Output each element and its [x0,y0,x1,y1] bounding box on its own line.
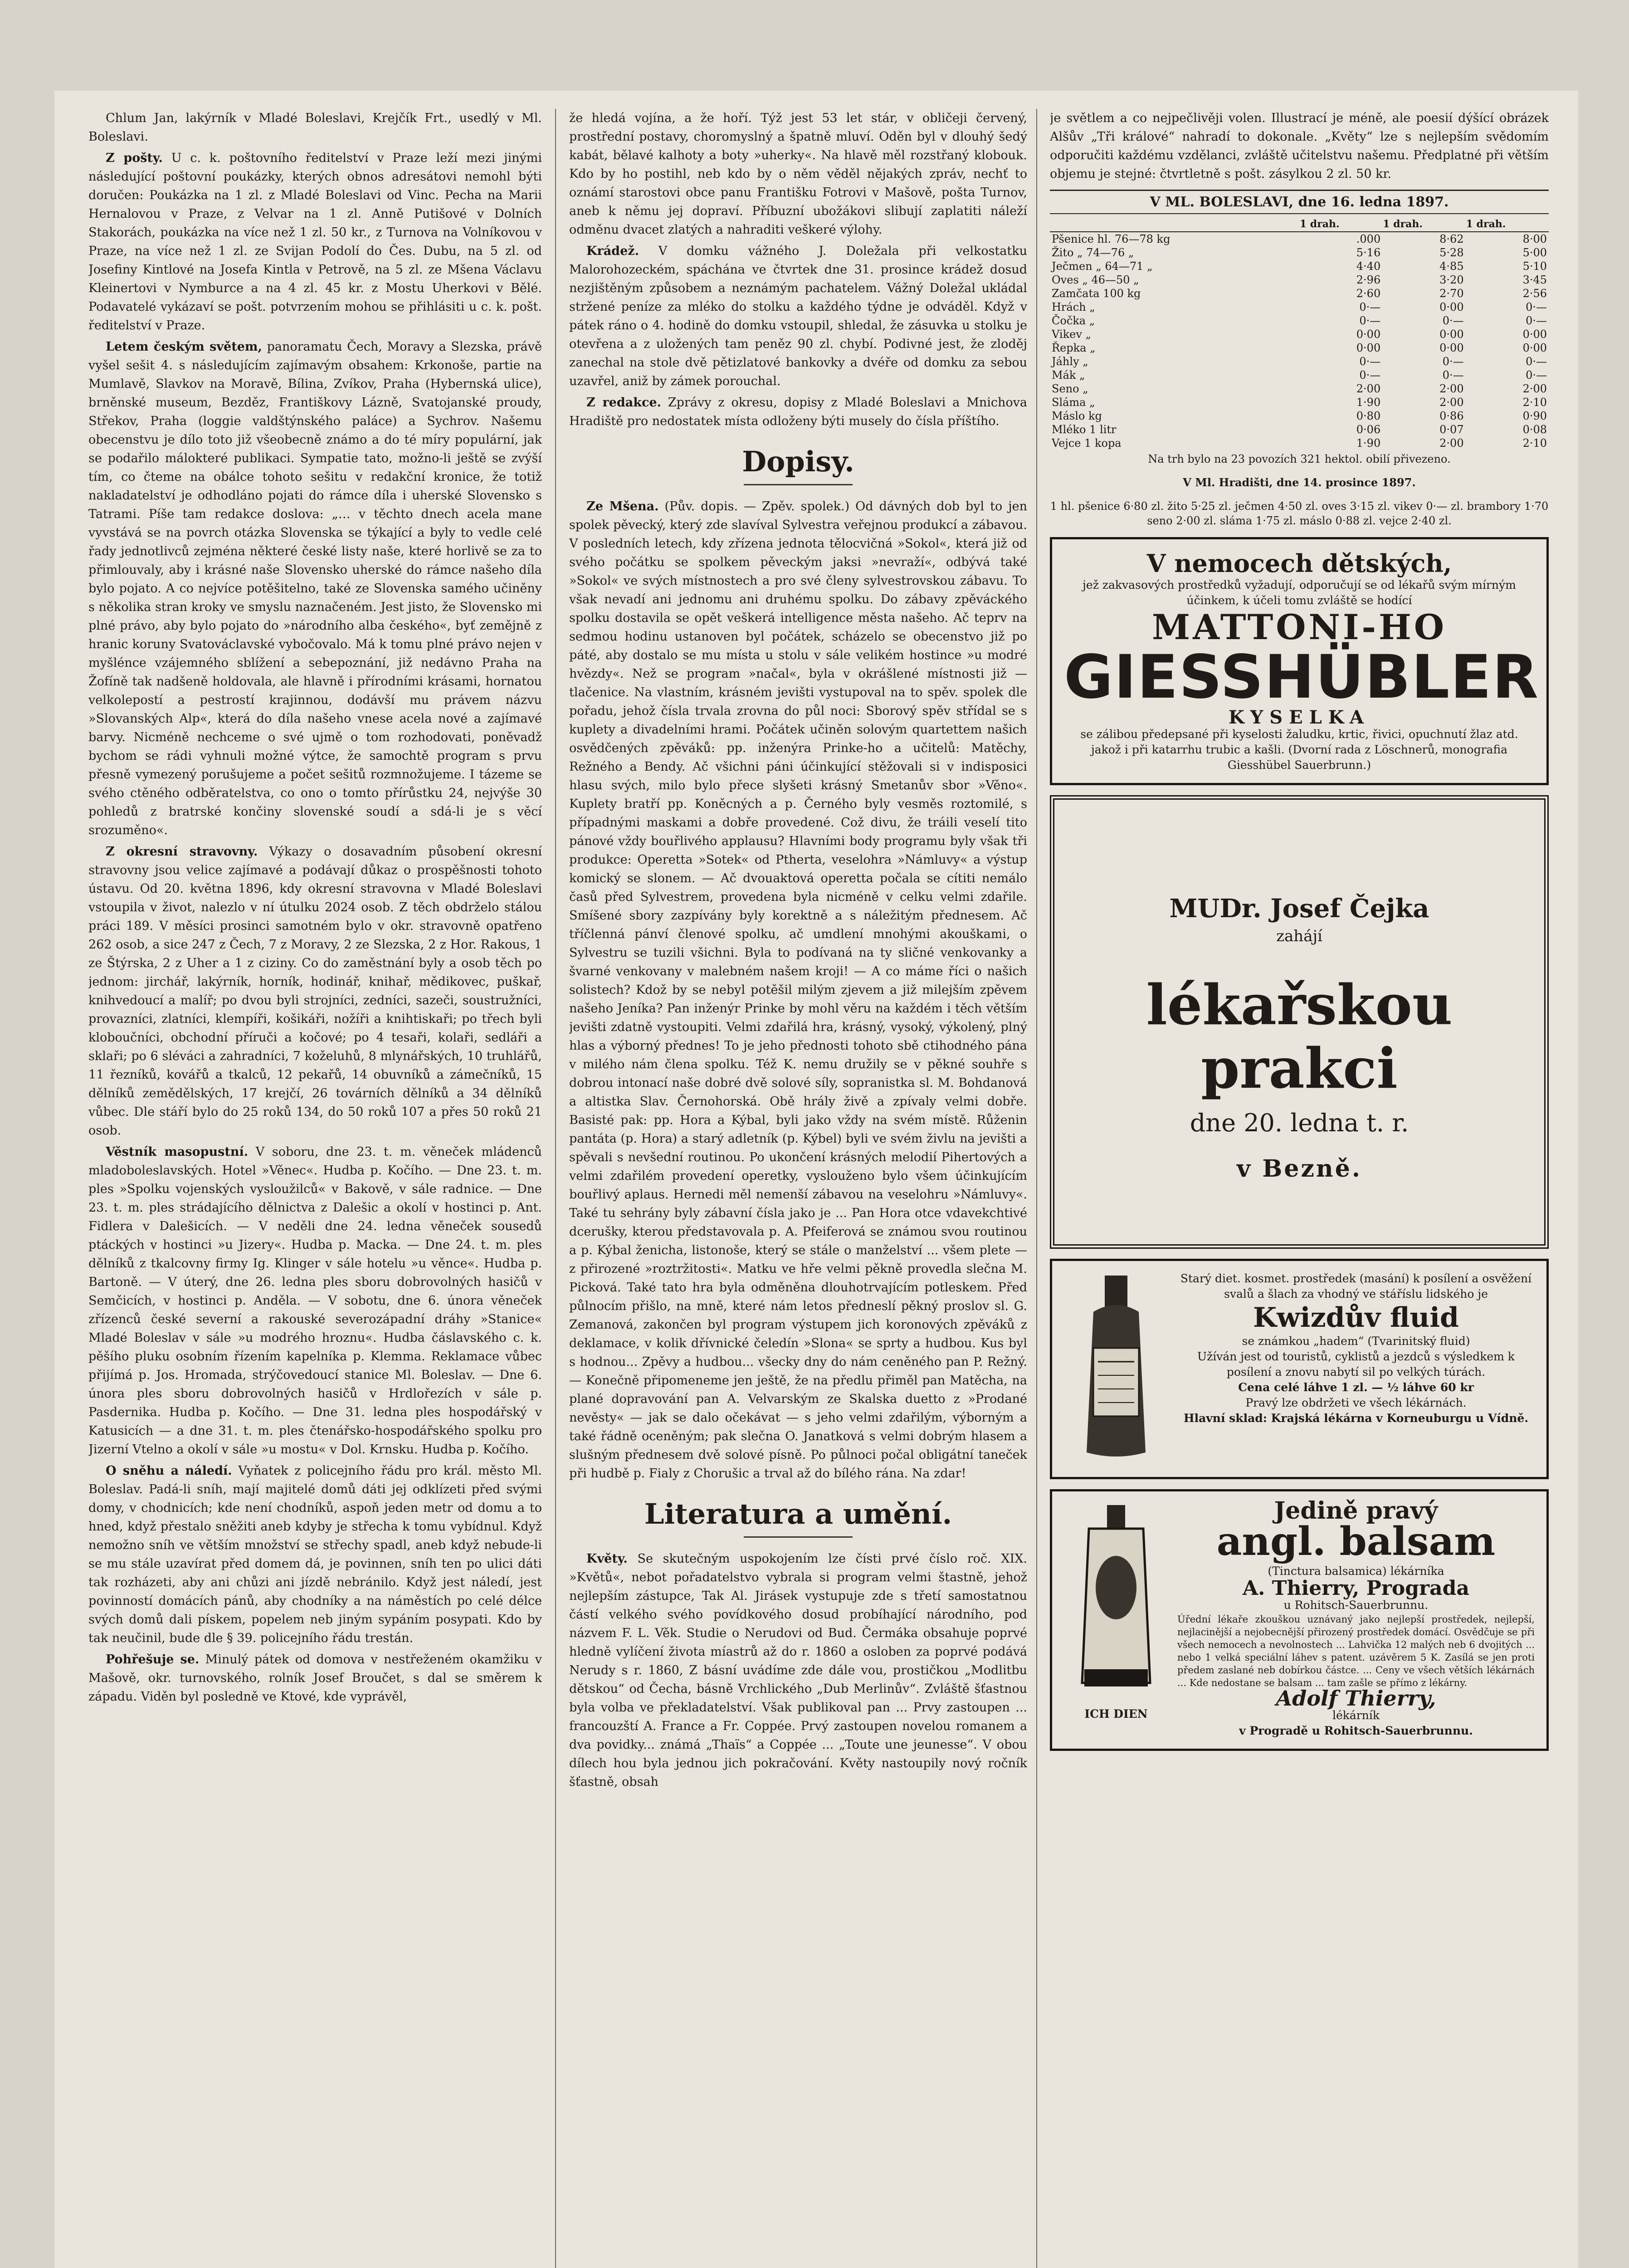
column-divider [555,109,556,2268]
body-text: Vyňatek z policejního řádu pro král. město Ml. Boleslav. Padá-li sníh, mají majitelé domů dáti jej odklízeti před svými domy, v chodnicích; kde není chodníků, aspoň jeden metr od domu a to hned, když přestalo sněžiti aneb kdyby je střecha k tomu vybídnul. Když nemožno sníh ve větším množství se střechy spadl, aneb když nebude-li se mu stále uzavírat před domem dá, je povinnen, sníh ten po ulici dáti tak rozházeti, aby ani chůzi ani jízdě nebránilo. Když jest náledí, jest povinností domácích pánů, aby chodníky a na náměstích po celé délce svých domů dali pískem, popelem neb jiným sypáním posypati. Kdo by tak neučinil, bude dle § 39. policejního řádu trestán. [88,1464,542,1645]
column-header: 1 drah. [1382,217,1465,232]
price-cell: .000 [1356,233,1381,245]
column-1 [88,109,542,2268]
ad-price: Cena celé láhve 1 zl. — ½ láhve 60 kr [1238,1381,1474,1394]
market2-title: V Ml. Hradišti, dne 14. prosince 1897. [1183,476,1416,489]
price-cell: 0·00 [1356,342,1381,354]
price-cell: 0·— [1359,301,1381,313]
column-3 [1050,109,1549,2268]
price-cell: 0·86 [1439,410,1464,422]
price-cell: 1·90 [1356,396,1381,409]
table-row [1050,409,1549,423]
paragraph [569,393,1027,430]
price-cell: 0·— [1526,314,1547,327]
ad-thierry [1050,1489,1549,1751]
price-cell: 2·00 [1522,382,1547,395]
paragraph [569,242,1027,391]
price-cell: 2·70 [1439,287,1464,300]
table-row [1050,246,1549,259]
bottle-icon [1066,1271,1166,1461]
lead-heading: Věstník masopustní. [106,1145,249,1159]
price-cell: 0·— [1442,355,1464,368]
commodity-cell: Mléko 1 litr [1052,423,1117,436]
table-row [1050,368,1549,382]
price-cell: 2·60 [1356,287,1381,300]
ad-firm: A. Thierry, Prograda [1243,1577,1469,1600]
price-cell: 0·00 [1522,342,1547,354]
price-cell: 0·90 [1522,410,1547,422]
commodity-cell: Řepka „ [1052,342,1096,354]
column-header [1050,217,1299,232]
ad-signature: Adolf Thierry, [1276,1686,1436,1711]
paragraph: Chlum Jan, lakýrník v Mladé Boleslavi, Krejčík Frt., usedlý v Ml. Boleslavi. [88,111,542,144]
lead-heading: O sněhu a náledí. [106,1464,232,1478]
lead-heading: Květy. [586,1552,628,1566]
section-divider [744,484,853,485]
price-cell: 3·20 [1439,274,1464,286]
lead-heading: Z pošty. [106,151,163,165]
commodity-cell: Oves „ 46—50 „ [1052,274,1139,286]
price-cell: 0·00 [1522,328,1547,341]
paragraph: že hledá vojína, a že hoří. Týž jest 53 let stár, v obličeji červený, prostřední postavy, choromyslný a špatně mluví. Oděn byl v dlouhý šedý kabát, bělavé kalhoty a boty »uherky«. Na hlavě měl rozstřaný klobouk. Kdo by ho postihl, neb kdo by o něm věděl nějakých zpráv, nechť to oznámí starostovi obce panu Františku Fotrovi v Mašově, pošta Turnov, aneb k němu jej dopraví. Příbuzní ubožákovi slibují zaplatiti náleží odměnu dvacet zlatých a nahraditi veškeré výlohy. [569,111,1027,237]
column-header: 1 drah. [1466,217,1549,232]
price-cell: 0·00 [1439,342,1464,354]
price-cell: 2·56 [1522,287,1547,300]
paragraph: je světlem a co nejpečlivěji volen. Illustrací je méně, ale poesií dýšící obrázek Alšův „Tři králové“ nahradí to dokonale. „Květy“ lze s nejlepším svědomím odporučiti každému vzdělanci, zvláště učitelstvu našemu. Předplatné při větším objemu je stejné: čtvrtletně s pošt. zásylkou 2 zl. 50 kr. [1050,111,1549,181]
section-divider [744,1536,853,1538]
table-row [1050,355,1549,368]
bottle-illustration [1064,1271,1168,1467]
market-note: Na trh bylo na 23 povozích 321 hektol. obilí přivezeno. [1148,453,1451,465]
lead-heading: Z redakce. [586,396,661,410]
ad-text: u Rohitsch-Sauerbrunnu. [1283,1598,1429,1612]
price-cell: 0·00 [1439,328,1464,341]
price-cell: 8·62 [1439,233,1464,245]
price-cell: 5·00 [1522,246,1547,259]
price-cell: 2·10 [1522,396,1547,409]
ad-date: dne 20. ledna t. r. [1190,1109,1409,1137]
commodity-cell: Vejce 1 kopa [1052,437,1122,450]
ad-place: v Progradě u Rohitsch-Sauerbrunnu. [1239,1724,1473,1737]
price-cell: 0·00 [1439,301,1464,313]
ad-heading: V nemocech dětských, [1146,549,1452,578]
price-cell: 2·00 [1439,382,1464,395]
table-row [1050,232,1549,246]
paragraph [88,842,542,1140]
body-text: (Pův. dopis. — Zpěv. spolek.) Od dávných dob byl to jen spolek pěvecký, který zde slavíval Sylvestra veřejnou produkcí a zábavou. V posledních letech, kdy zřízena jednota tělocvičná »Sokol«, která již od svého počátku se spolkem pěveckým jaksi »nevraží«, odbývá také »Sokol« ve svých místnostech a pro své členy sylvestrovskou zábavu. To však nevadí ani jednomu ani druhému spolku. Do zábavy zpěváckého spolku dostavila se opět veškerá intelligence města našeho. Ač teprv na sedmou hodinu ustanoven byl počátek, scházelo se obecenstvo již po páté, aby dostalo se mu místa u stolu v sále velikém hostince »u modré hvězdy«. Než se program »načal«, byla v okrášlené místnosti již — tlačenice. Na vlastním, krásném jevišti vystupoval na to spěv. spolek dle pořadu, jehož čísla trvala zrovna do půl noci: Sborový spěv střídal se s kuplety a divadelními hrami. Počátek učiněn solovým quartettem našich osvědčených zpěváků: pp. inženýra Prinke-ho a učitelů: Matěchy, Režného a Bendy. Ač všichni páni účinkující stěžovali si v indisposici hlasu svých, milo bylo přece slyšeti krásný Smetanův sbor »Věno«. Kuplety bratří pp. Koněcných a p. Černého byly vesměs roztomilé, s případnými maskami a dobře provedené. Což divu, že tráili veselí tito pánové vždy bouřlivého applausu? Hlavními body programu byly však tři produkce: Operetta »Sotek« od Ptherta, veselohra »Námluvy« a výstup komický se slonem. — Ač dvouaktová operetta počala se cítiti nemálo časů před Sylvestrem, provedena byla nicméně v celku velmi zdařile. Smíšené sbory zazpívány byly korektně a s náležitým přednesem. Ač tříčlenná pánví členové spolku, ač umdlení mnohými akouškami, o Sylvestru se tuzili všichni. Byla to podívaná na ty sličné venkovanky a švarné venkovany v malebném našem kroji! — A co máme říci o našich solistech? Kdož by se nebyl potěšil milým zjevem a již milejším zpěvem našeho Jeníka? Pan inženýr Prinke by mohl věru na každém i těch větším jevišti zdatně vystoupiti. Velmi zdařilá hra, krásný, vysoký, výkolený, plný hlas a výborný přednes! To je jeho přednosti tohoto sbě ctihodného pána v milého nám člena spolku. Též K. nemu družily se v pěkné souhře s dobrou intonací naše dobré dvě solové síly, sopranistka sl. M. Bohdanová a altistka Slav. Černohorská. Obě hrály živě a zpívaly velmi dobře. Basisté pak: pp. Hora a Kýbal, byli jako vždy na svém místě. Růženin pantáta (p. Hora) a starý adletník (p. Kýbel) byli ve svém živlu na jevišti a spěvali s nevšední routinou. Po ukončení krásných melodií Pihertových a velmi zdařilém provedení operetky, vyslouženo bylo všem účinkujícím bouřlivý aplaus. Hernedi měl nemenší zábavou na veselohru »Námluvy«. Také tu sehrány byly zábavní čísla jako je ... Pan Hora otce vdavekchtivé dcerušky, kterou představovala p. A. Pfeiferová se známou svou routinou a p. Kýbal ženicha, listonoše, který se stále o manželství ... všem plete — z přirozené »roztržitosti«. Matku ve hře velmi pěkně provedla slečna M. Picková. Také tato hra byla odměněna dlouhotrvajícím potleskem. Před půlnocím přišlo, na mně, které nám letos předneslí pěkný proslov sl. G. Zemanová, zakončen byl program výstupem jich koronových zpěváků z deklamace, v kolik dřívnické čeledín »Slona« se sprty a hudbou. Kus byl s hodnou... Zpěvy a hudbou... všecky dny do nám ceněného pan P. Režný. — Konečně připomeneme jen ještě, že na předlu přiměl pan Matěcha, na plané dopravování pan A. Velvarským ze Skalska duetto z »Prodané nevěsty« — jak se dalo očekávat — s jeho velmi zdařilým, výborným a také řádně oceněným; pak slečna O. Janatková s velmi dobrým hlasem a slušným přednesem dvě solové písně. Po půlnoci počal obligátní taneček při hudbě p. Fialy z Chorušic a trval až do bílého rána. Na zdar! [569,499,1027,1481]
brand-arc: MATTONI-HO [1151,607,1447,647]
body-text: panoramatu Čech, Moravy a Slezska, právě vyšel sešit 4. s následujícím zajímavým obsahem: Krkonoše, partie na Mumlavě, Slavkov na Moravě, Bílina, Zvíkov, Praha (Hybernská ulice), brněnské museum, Bezděz, Františkovy Lázně, Svatojanské proudy, Střekov, Praha (loggie valdštýnského paláce) a Sychrov. Našemu obecenstvu je dílo toto již všeobecně známo a do té míry populární, jak se podařilo málokteré publikaci. Sympatie tato, možno-li ještě se zvýší tím, co čteme na obálce tohoto sešitu v redakční kronice, že totiž nakladatelství je odhodláno pojati do rámce díla i uherské Slovensko s Tatrami. Píše tam redakce doslova: „… v těchto dnech acela mane vyvstává se na povrch otázka Slovenska se týkající a byly to vedle celé řady jednotlivců zejména některé české listy naše, které horlivě se za to přimlouvaly, aby i krásné naše Slovensko uherské do rámce našeho díla bylo pojato. A co nejvíce potěšitelno, také ze Slovenska samého učiněny s několika stran kroky ve smyslu naznačeném. Jest jisto, že Slovensko mi plné právo, aby bylo pojato do »národního alba českého«, byť zemějně z hranic koruny Svatováclavské vybočovalo. Má k tomu plné právo nejen v myšlénce vzájemného sblížení a sebepoznání, již nedávno Praha na Žofíně tak nadšeně holdovala, ale hlavně i přírodními krásami, hornatou velkolepostí a pestrostí krajinnou, dodávší mu právem názvu »Slovanských Alp«, která do díla našeho vnese acela nové a zajímavé barvy. Nicméně nechceme o své ujmě o tom rozhodovati, poněvadž bychom se rádi vyhnuli možné výtce, že samochtě program s prvu přesně vymezený porušujeme a počet sešitů rozmnožujeme. I tázeme se svého ctěného odběratelstva, co ono o tomto přírůstku 24, nejvýše 30 pohledů z bratrské končiny slovenské soudí a sdá-li je s věcí srozuměno«. [88,340,542,837]
price-cell: 0·— [1359,369,1381,381]
table-header-row [1050,217,1549,232]
ad-text: (Tinctura balsamica) lékárníka [1268,1564,1444,1578]
price-cell: 5·16 [1356,246,1381,259]
commodity-cell: Vikev „ [1052,328,1091,341]
ad-store: Hlavní sklad: Krajská lékárna v Korneuburgu u Vídně. [1183,1412,1529,1425]
ad-text: Starý diet. kosmet. prostředek (masání) k posílení a osvěžení svalů a šlach za vhodný ve stáříslu lidského je [1180,1272,1532,1300]
ad-fine-print: Úřední lékaře zkouškou uznávaný jako nejlepší prostředek, nejlepší, nejlacinější a nejobecnější přirozený prostředek domácí. Osvědčuje se při všech nemocech a nevolnostech ... Lahvička 12 malých neb 6 dvojitých ... nebo 1 velká speciální láhev s patent. uzávěrem 5 K. Zasílá se jen proti předem zaslané neb dobírkou částce. ... Ceny ve všech větších lékárnách ... Kde nedostane se balsam ... tam zašle se přímo z lékárny. [1177,1614,1535,1688]
price-cell: 0·07 [1439,423,1464,436]
market-table-body [1050,232,1549,450]
commodity-cell: Mák „ [1052,369,1085,381]
ad-text: jež zakvasových prostředků vyžadují, odporučují se od lékařů svým mírným účinkem, k účeli tomu zvláště se hodící [1083,578,1516,607]
price-cell: 0·— [1442,369,1464,381]
price-cell: 0·80 [1356,410,1381,422]
price-cell: 0·— [1359,314,1381,327]
commodity-cell: Pšenice hl. 76—78 kg [1052,233,1171,245]
body-text: U c. k. poštovního ředitelství v Praze leží mezi jinými následující poštovní poukázky, kterých obnos adresátovi nemohl býti doručen: Poukázka na 1 zl. z Mladé Boleslavi od Vinc. Pecha na Marii Hernalovou v Praze, z Velvar na 1 zl. Anně Putišové v Dolních Stakorách, poukázka na více než 1 zl. 50 kr., z Turnova na Volníkovou v Praze, na více než 1 zl. ze Svijan Podolí do Čes. Dubu, na 5 zl. od Josefiny Kintlové na Josefa Kintla v Petrově, na 5 zl. ze Mšena Václavu Kleinertovi v Nymburce a na 4 zl. 45 kr. z Mostu Uherkovi v Bělé. Podavatelé vykázaví se pošt. potvrzením mohou se přihlásiti u c. k. pošt. ředitelství v Praze. [88,151,542,332]
newspaper-page [54,91,1578,2268]
price-cell: 0·— [1526,301,1547,313]
table-row [1050,341,1549,355]
price-cell: 0·— [1526,369,1547,381]
commodity-cell: Čočka „ [1052,314,1095,327]
column-header: 1 drah. [1299,217,1382,232]
price-cell: 0·— [1359,355,1381,368]
price-cell: 5·10 [1522,260,1547,273]
ad-mattoni [1050,537,1549,785]
balsam-bottle-illustration [1064,1501,1168,1739]
lead-heading: Letem českým světem, [106,340,262,354]
price-cell: 4·40 [1356,260,1381,273]
body-text: Se skutečným uspokojením lze čísti prvé číslo roč. XIX. »Květů«, nebot pořadatelstvo vybrala si program velmi štastně, jehož nejlepším zástupce, Tak Al. Jirásek vystupuje zde s třetí samostatnou částí velkého svého povídkového dosud probíhající národního, pod názvem F. L. Věk. Studie o Nerudovi od Bud. Čermáka obsahuje poprvé hledně vylíčení života míastrů až do r. 1860 a osloben za poprvé podává Nerudy s r. 1860, Z básní uvádíme zde dále vou, prostičkou „Modlitbu dětskou“ od Čecha, básně Vrchlického „Dub Merlinův“. Zvláště šťastnou byla volba ve překladatelství. Však publikoval pan ... Prvy zastoupen ... francouzští A. France a Fr. Coppée. Prvý zastoupen novelou romanem a dva povidky... známá „Thaïs“ a Coppée ... „Toute une jeunesse“. V obou dílech hou byla jednou jich pokračování. Květy nastoupily nový ročník šťastně, obsah [569,1552,1027,1789]
lead-heading: Ze Mšena. [586,499,659,513]
table-row [1050,436,1549,450]
body-text: V domku vážného J. Doležala při velkostatku Malorohozeckém, spáchána ve čtvrtek dne 31. prosince krádež dosud nezjištěným způsobem a neznámým pachatelem. Vážný Doležal ukládal stržené peníze za mléko do stolku a každého týdne je odváděl. Když v pátek ráno o 4. hodině do domku vstoupil, shledal, že zásuvka u stolku je otevřena a z uložených tam peněz 90 zl. chybí. Podivné jest, že zloděj zanechal na stole dvě pětizlatové bankovky a dvéře od domku za sebou uzavřel, aniž by zámek porouchal. [569,244,1027,388]
price-cell: 3·45 [1522,274,1547,286]
price-cell: 4·85 [1439,260,1464,273]
body-text: Výkazy o dosavadním působení okresní stravovny jsou velice zajímavé a podávají důkaz o prospěšnosti tohoto ústavu. Od 20. května 1896, kdy okresní stravovna v Mladé Boleslavi vstoupila v život, nalezlo v ní útulku 2024 osob. Z těch obdrželo stálou práci 189. V měsíci prosinci samotném bylo v okr. stravovně opatřeno 262 osob, a sice 247 z Čech, 7 z Moravy, 2 ze Slezska, 2 z Hor. Rakous, 1 ze Štýrska, 2 z Uher a 1 z ciziny. Co do zaměstnání byly a osob těch po jednom: jirchář, lakýrník, horník, hodinář, knihař, mědikovec, puškař, knihvedoucí a malíř; po dvou byli strojníci, zedníci, sazeči, soustružníci, provazníci, zlatníci, klempíři, košikáři, nožíři a knihtiskaři; po třech byli kloboučníci, obchodní příruči a kočové; po 4 tesaři, kolaři, sedláři a sklaři; po 6 sléváci a zahradníci, 7 koželuhů, 8 mlynářských, 10 truhlářů, 11 řezníků, kovářů a tkalců, 12 pekařů, 14 obuvníků a zámečníků, 15 dělníků zemědělských, 17 krejčí, 26 továrních dělníků a 34 dělníků vůbec. Dle stáří bylo do 25 roků 134, do 50 roků 107 a přes 50 roků 21 osob. [88,845,542,1138]
table-row [1050,423,1549,436]
section-title-literatura: Literatura a umění. [644,1497,952,1530]
body-text: Minulý pátek od domova v nestřeženém okamžiku v Mašově, okr. turnovského, rolník Josef Broučet, s dal se směrem k západu. Viděn byl posledně ve Ktové, kde vyprávěl, [88,1652,542,1704]
price-cell: 8·00 [1522,233,1547,245]
ad-text: lékárník [1332,1709,1380,1722]
table-row [1050,273,1549,287]
price-cell: 5·28 [1439,246,1464,259]
price-cell: 0·00 [1356,328,1381,341]
body-text: Zprávy z okresu, dopisy z Mladé Boleslavi a Mnichova Hradiště pro nedostatek místa odloženy býti musely do čísla příštího. [569,396,1027,428]
commodity-cell: Seno „ [1052,382,1088,395]
ad-kwizda [1050,1259,1549,1479]
price-cell: 0·08 [1522,423,1547,436]
doctor-name: MUDr. Josef Čejka [1169,894,1429,924]
price-cell: 2·00 [1439,396,1464,409]
price-cell: 2·00 [1356,382,1381,395]
commodity-cell: Sláma „ [1052,396,1095,409]
ad-title: Kwizdův fluid [1253,1302,1459,1334]
ad-label: ICH DIEN [1084,1707,1148,1721]
table-row [1050,259,1549,273]
ad-text: se zálibou předepsané při kyselosti žaludku, krtic, řivici, opuchnutí žlaz atd. jakož i při katarrhu trubic a kašli. (Dvorní rada z Löschnerů, monografia Giesshübel Sauerbrunn.) [1080,728,1518,772]
paragraph [88,1143,542,1459]
ad-place: v Bezně. [1237,1155,1362,1183]
paragraph [88,1461,542,1647]
ad-text: Pravý lze obdržeti ve všech lékárnách. [1245,1396,1467,1409]
market2-text: 1 hl. pšenice 6·80 zl. žito 5·25 zl. ječmen 4·50 zl. oves 3·15 zl. vikev 0·— zl. brambory 1·70 seno 2·00 zl. sláma 1·75 zl. máslo 0·88 zl. vejce 2·40 zl. [1050,500,1549,527]
lead-heading: Krádež. [586,244,639,258]
section-title-dopisy: Dopisy. [742,445,854,478]
table-row [1050,300,1549,314]
lead-heading: Z okresní stravovny. [106,845,258,859]
ad-cejka [1050,795,1549,1249]
paragraph [88,149,542,335]
table-row [1050,314,1549,327]
price-cell: 2·10 [1522,437,1547,450]
ad-headline: lékařskou prakci [1146,972,1453,1101]
commodity-cell: Zamčata 100 kg [1052,287,1141,300]
price-cell: 0·— [1442,314,1464,327]
commodity-cell: Hrách „ [1052,301,1095,313]
brand-name: GIESSHÜBLER [1064,642,1540,712]
column-divider [1036,109,1037,2268]
price-cell: 0·— [1526,355,1547,368]
lead-heading: Pohřešuje se. [106,1652,200,1667]
commodity-cell: Jáhly „ [1052,355,1088,368]
commodity-cell: Žito „ 74—76 „ [1052,246,1134,259]
commodity-cell: Ječmen „ 64—71 „ [1052,260,1153,273]
market-report-title: V ML. BOLESLAVI, dne 16. ledna 1897. [1050,190,1549,214]
paragraph [569,1549,1027,1791]
column-2 [569,109,1027,2268]
paragraph [88,1650,542,1706]
ad-title: angl. balsam [1216,1519,1496,1564]
table-row [1050,382,1549,396]
table-row [1050,287,1549,300]
paragraph [569,497,1027,1483]
price-cell: 2·00 [1439,437,1464,450]
market-price-table [1050,217,1549,450]
price-cell: 1·90 [1356,437,1381,450]
commodity-cell: Máslo kg [1052,410,1102,422]
ad-text: se známkou „hadem“ (Tvarinitský fluid) [1242,1334,1470,1348]
ad-text: zahájí [1276,927,1322,945]
body-text: V soboru, dne 23. t. m. věneček mládenců mladoboleslavských. Hotel »Věnec«. Hudba p. Kočího. — Dne 23. t. m. ples »Spolku vojenských vysloužilců« v Bakově, v sále radnice. — Dne 23. t. m. ples strádajícího dělnictva z Dalešic a okolí v hostinci p. Ant. Fidlera v Dalešicích. — V neděli dne 24. ledna věneček sousedů ptáckých v hostinci »u Jizery«. Hudba p. Macka. — Dne 24. t. m. ples dělníků z tkalcovny firmy Ig. Klinger v sále hotelu »u věnce«. Hudba p. Bartoně. — V úterý, dne 26. ledna ples sboru dobrovolných hasičů v Semčicích, v hostinci p. Anděla. — V sobotu, dne 6. února věneček zřízenců české severní a rakouské severozápadní dráhy »Stanice« Mladé Boleslav v sále »u modrého hroznu«. Hudba čáslavského c. k. pěšího pluku osobním řízením kapelníka p. Klemma. Reklamace vůbec přijímá p. Jos. Hromada, strýčovedoucí stanice Ml. Boleslav. — Dne 6. února ples sboru dobrovolných hasičů v Hrdlořezích v sále p. Pasdernika. Hudba p. Kočího. — Dne 31. ledna ples hospodářský v Katusicích — a dne 31. t. m. ples čtenářsko-hospodářského spolku pro Jizerní Vtelno a okolí v sále »u mostu« v Dol. Krnsku. Hudba p. Kočího. [88,1145,542,1457]
ad-text: Užíván jest od touristů, cyklistů a jezdců s výsledkem k posílení a znovu nabytí sil po velkých túrách. [1197,1350,1515,1378]
ad-heading: Jedině pravý [1274,1497,1438,1525]
balsam-bottle-icon [1066,1501,1166,1701]
table-row [1050,327,1549,341]
price-cell: 2·96 [1356,274,1381,286]
price-cell: 0·06 [1356,423,1381,436]
table-row [1050,396,1549,409]
paragraph [88,337,542,840]
brand-sub: KYSELKA [1229,707,1370,728]
